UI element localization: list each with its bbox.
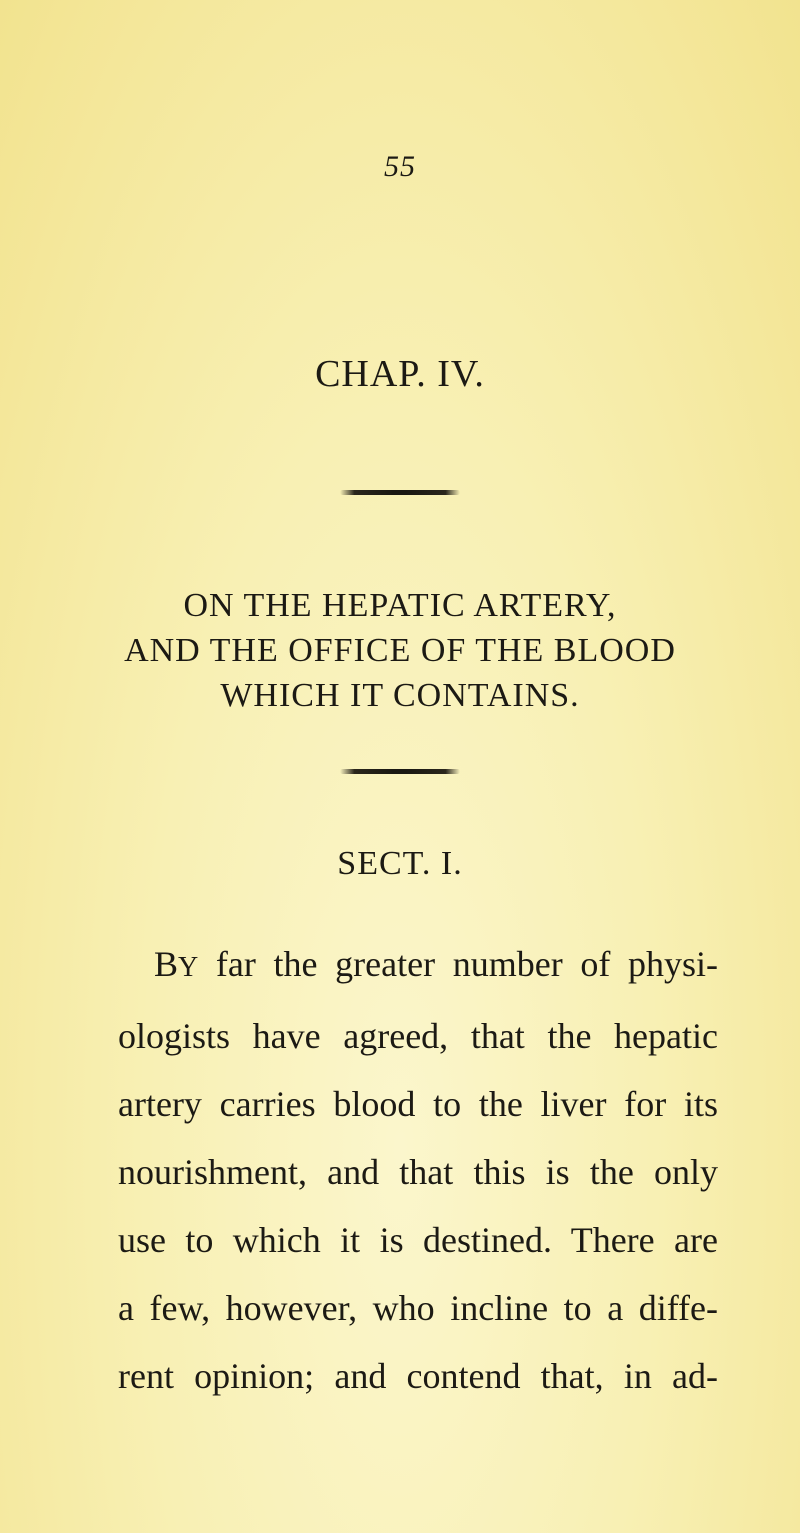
chapter-title	[0, 583, 800, 718]
chapter-title-line-2: AND THE OFFICE OF THE BLOOD	[124, 632, 676, 669]
ornamental-rule-top	[340, 490, 460, 495]
body-line-1	[118, 930, 718, 1002]
body-line-3: artery carries blood to the liver for its	[118, 1084, 718, 1124]
body-line-1-text: far the greater number of physi-	[198, 944, 718, 984]
chapter-title-line-1: ON THE HEPATIC ARTERY,	[183, 587, 617, 624]
body-line-7: rent opinion; and contend that, in ad-	[118, 1356, 718, 1396]
body-line-2: ologists have agreed, that the hepatic	[118, 1016, 718, 1056]
body-line-6: a few, however, who incline to a diffe-	[118, 1288, 718, 1328]
body-paragraph	[118, 930, 718, 1410]
chapter-heading: CHAP. IV.	[315, 353, 485, 395]
initial-letter: B	[154, 944, 179, 984]
chapter-title-line-3: WHICH IT CONTAINS.	[220, 677, 580, 714]
page-number: 55	[384, 150, 416, 183]
body-line-5: use to which it is destined. There are	[118, 1220, 718, 1260]
section-heading: SECT. I.	[337, 845, 463, 882]
small-caps-rest: Y	[178, 952, 199, 983]
body-line-4: nourishment, and that this is the only	[118, 1152, 718, 1192]
ornamental-rule-bottom	[340, 769, 460, 774]
